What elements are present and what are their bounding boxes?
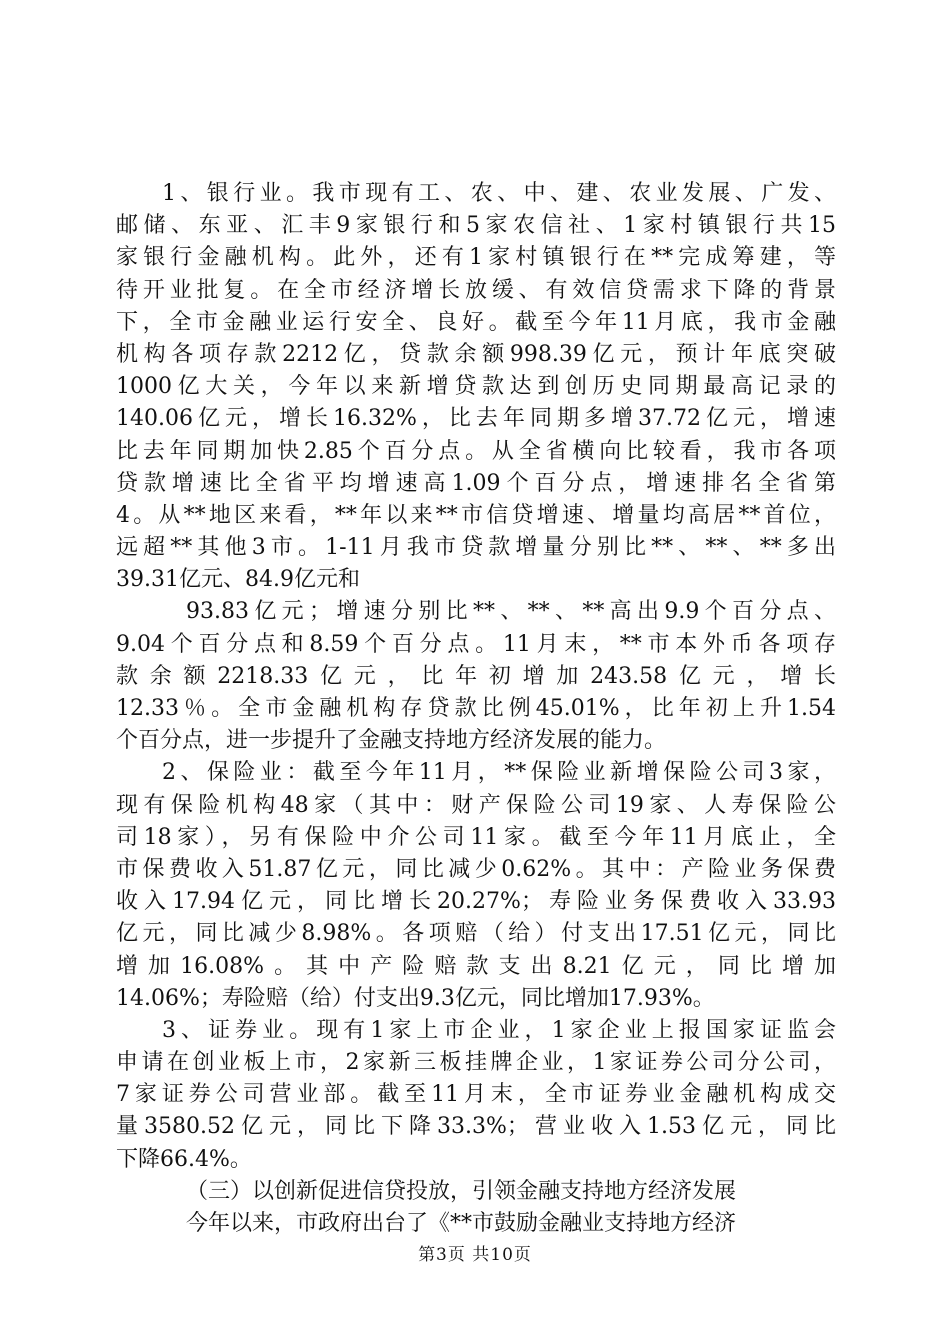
text-line: 1000亿大关，今年以来新增贷款达到创历史同期最高记录的: [116, 374, 836, 400]
section-heading: （三）以创新促进信贷投放，引领金融支持地方经济发展: [186, 1178, 737, 1204]
text-line: 下降66.4%。: [116, 1146, 252, 1172]
text-line: 2、保险业：截至今年11月，**保险业新增保险公司3家，: [162, 760, 836, 786]
text-line: 14.06%；寿险赔（给）付支出9.3亿元，同比增加17.93%。: [116, 985, 715, 1011]
text-line: 远超**其他3市。1-11月我市贷款增量分别比**、**、**多出: [116, 535, 836, 561]
text-line: 3、证券业。现有1家上市企业，1家企业上报国家证监会: [162, 1017, 836, 1043]
text-line: 93.83亿元；增速分别比**、**、**高出9.9个百分点、: [186, 599, 836, 625]
text-line: 12.33％。全市金融机构存贷款比例45.01%，比年初上升1.54: [116, 696, 836, 721]
text-line: 量3580.52亿元，同比下降33.3%；营业收入1.53亿元，同比: [116, 1114, 836, 1140]
page-number-footer: 第3页 共10页: [418, 1245, 532, 1265]
text-line: 4。从**地区来看，**年以来**市信贷增速、增量均高居**首位，: [116, 502, 836, 528]
text-line: 机构各项存款2212亿，贷款余额998.39亿元，预计年底突破: [116, 341, 836, 367]
text-line: 款余额2218.33亿元，比年初增加243.58亿元，增长: [116, 663, 836, 689]
text-line: 申请在创业板上市，2家新三板挂牌企业，1家证券公司分公司，: [116, 1050, 836, 1076]
text-line: 司18家），另有保险中介公司11家。截至今年11月底止，全: [116, 824, 836, 850]
text-line: 39.31亿元、84.9亿元和: [116, 567, 360, 593]
text-line: 7家证券公司营业部。截至11月末，全市证券业金融机构成交: [116, 1082, 836, 1108]
text-line: 下，全市金融业运行安全、良好。截至今年11月底，我市金融: [116, 309, 836, 335]
text-line: 9.04个百分点和8.59个百分点。11月末，**市本外币各项存: [116, 631, 836, 657]
text-line: 亿元，同比减少8.98%。各项赔（给）付支出17.51亿元，同比: [116, 921, 836, 947]
text-line: 个百分点，进一步提升了金融支持地方经济发展的能力。: [116, 728, 667, 754]
text-line: 现有保险机构48家（其中：财产保险公司19家、人寿保险公: [116, 792, 836, 818]
text-line: 今年以来，市政府出台了《**市鼓励金融业支持地方经济: [186, 1211, 737, 1236]
text-line: 邮储、东亚、汇丰9家银行和5家农信社、1家村镇银行共15: [116, 213, 836, 239]
text-line: 1、银行业。我市现有工、农、中、建、农业发展、广发、: [162, 181, 836, 206]
text-line: 待开业批复。在全市经济增长放缓、有效信贷需求下降的背景: [116, 277, 836, 303]
text-line: 增加16.08%。其中产险赔款支出8.21亿元，同比增加: [116, 953, 836, 979]
text-line: 家银行金融机构。此外，还有1家村镇银行在**完成筹建，等: [116, 245, 836, 271]
text-line: 比去年同期加快2.85个百分点。从全省横向比较看，我市各项: [116, 438, 836, 464]
text-line: 市保费收入51.87亿元，同比减少0.62%。其中：产险业务保费: [116, 856, 836, 882]
text-line: 140.06亿元，增长16.32%，比去年同期多增37.72亿元，增速: [116, 406, 836, 432]
text-line: 收入17.94亿元，同比增长20.27%；寿险业务保费收入33.93: [116, 889, 836, 915]
body-text: [116, 178, 836, 1240]
text-line: 贷款增速比全省平均增速高1.09个百分点，增速排名全省第: [116, 470, 836, 496]
